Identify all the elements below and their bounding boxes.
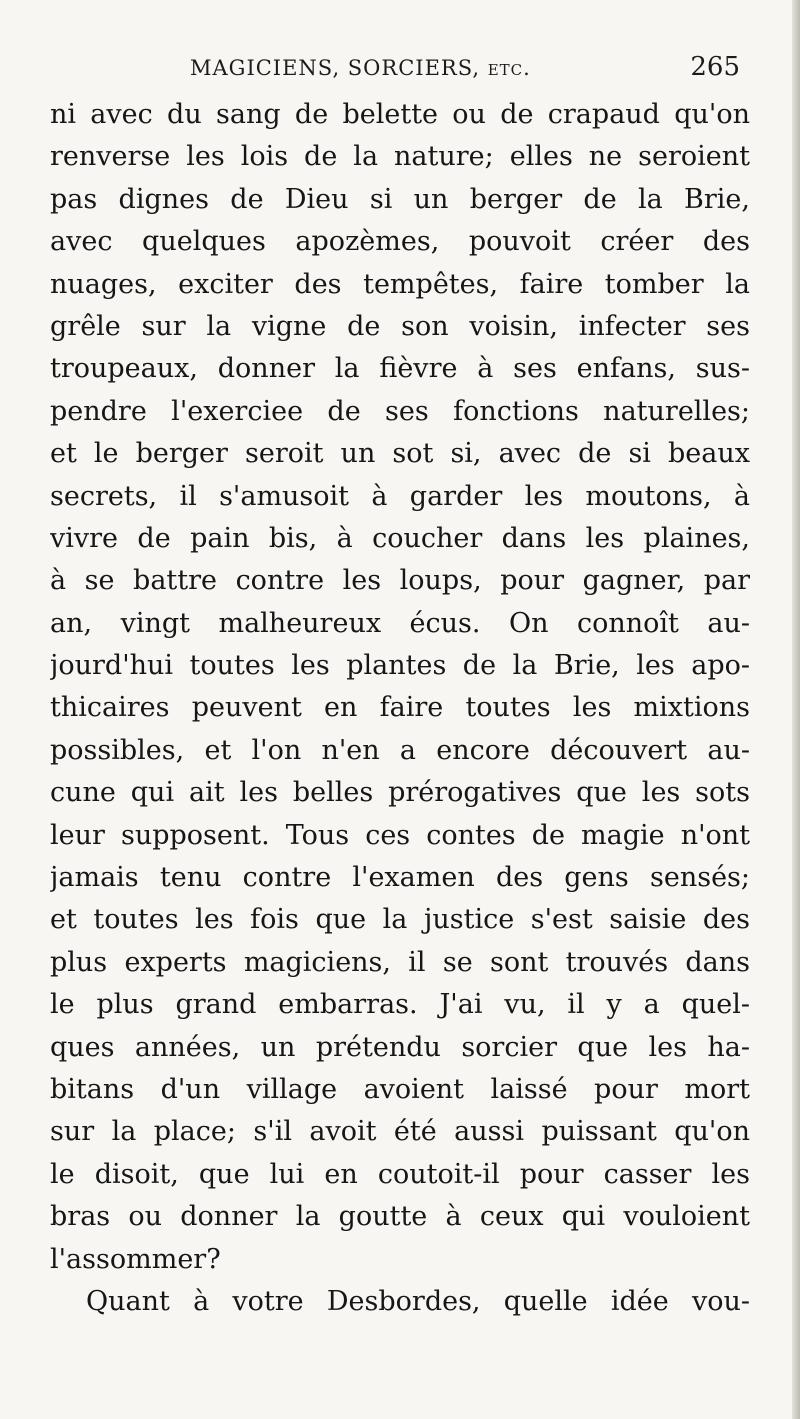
text-line: vivre de pain bis, à coucher dans les plaines, [50, 522, 750, 554]
text-line: l'assommer? [50, 1243, 221, 1275]
text-line: bitans d'un village avoient laissé pour mort [50, 1073, 750, 1105]
text-line: pendre l'exerciee de ses fonctions naturelles; [50, 395, 750, 427]
text-line: jamais tenu contre l'examen des gens sensés; [50, 862, 750, 894]
text-line: grêle sur la vigne de son voisin, infecter ses [50, 310, 750, 342]
text-line: bras ou donner la goutte à ceux qui vouloient [50, 1201, 750, 1233]
body-text [50, 94, 750, 1323]
next-paragraph-line: Quant à votre Desbordes, quelle idée vou- [86, 1285, 750, 1317]
text-line: cune qui ait les belles prérogatives que les sots [50, 777, 750, 809]
text-line: thicaires peuvent en faire toutes les mixtions [50, 692, 750, 724]
text-line: jourd'hui toutes les plantes de la Brie, les apo- [50, 650, 750, 682]
text-line: avec quelques apozèmes, pouvoit créer des [50, 226, 750, 258]
text-line: leur supposent. Tous ces contes de magie n'ont [50, 819, 750, 851]
text-line: sur la place; s'il avoit été aussi puissant qu'on [50, 1116, 750, 1148]
text-line: à se battre contre les loups, pour gagner, par [50, 565, 750, 597]
text-line: nuages, exciter des tempêtes, faire tomber la [50, 268, 750, 300]
text-line: ni avec du sang de belette ou de crapaud qu'on [50, 99, 750, 130]
text-line: et toutes les fois que la justice s'est saisie des [50, 904, 750, 936]
text-line: renverse les lois de la nature; elles ne seroient [50, 141, 750, 173]
page-edge [792, 0, 800, 1419]
text-line: possibles, et l'on n'en a encore découvert au- [50, 734, 750, 766]
text-line: le disoit, que lui en coutoit-il pour casser les [50, 1158, 750, 1190]
running-head [60, 52, 740, 92]
text-line: an, vingt malheureux écus. On connoît au- [50, 607, 750, 639]
running-title: MAGICIENS, SORCIERS, etc. [190, 56, 531, 80]
text-line: ques années, un prétendu sorcier que les ha- [50, 1031, 750, 1063]
text-line: pas dignes de Dieu si un berger de la Brie, [50, 183, 750, 215]
page-number: 265 [690, 52, 740, 82]
text-line: troupeaux, donner la fièvre à ses enfans, sus- [50, 353, 750, 385]
text-line: plus experts magiciens, il se sont trouvés dans [50, 946, 750, 978]
text-line: le plus grand embarras. J'ai vu, il y a quel- [50, 989, 750, 1021]
text-line: secrets, il s'amusoit à garder les moutons, à [50, 480, 750, 512]
text-line: et le berger seroit un sot si, avec de si beaux [50, 438, 750, 470]
